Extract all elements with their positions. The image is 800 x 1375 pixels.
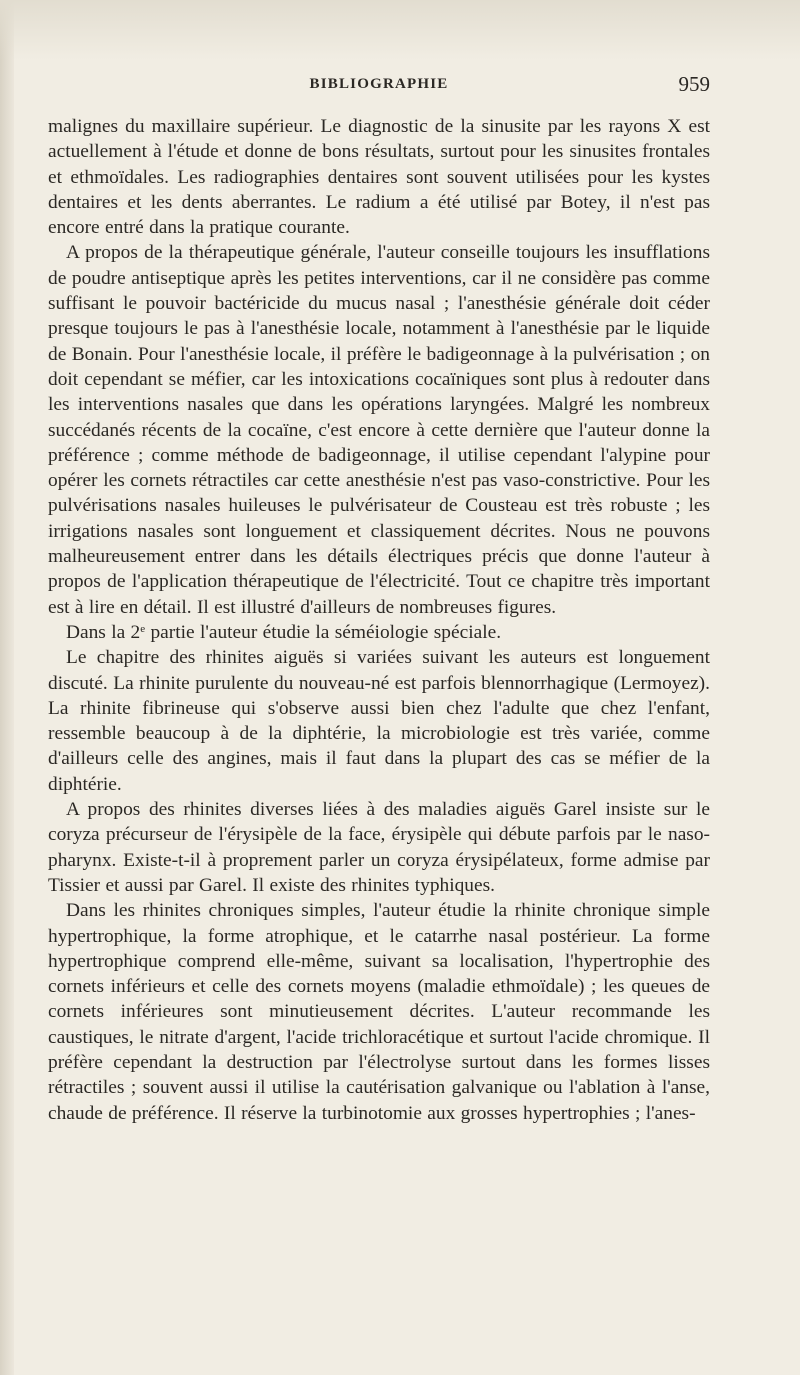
page-number: 959 <box>678 72 710 96</box>
paragraph-6: Dans les rhinites chroniques simples, l'auteur étudie la rhinite chronique simple hypertrophique, la forme atrophique, et le catarrhe nasal postérieur. La forme hypertrophique comprend elle-même, suivant sa localisation, l'hypertrophie des cornets inférieurs et celle des cornets moyens (maladie ethmoïdale) ; les queues de cornets inférieures sont minutieusement décrites. L'auteur recommande les caustiques, le nitrate d'argent, l'acide trichloracétique et surtout l'acide chromique. Il préfère cependant la destruction par l'électrolyse surtout dans les formes lisses rétractiles ; souvent aussi il utilise la cautérisation galvanique ou l'ablation à l'anse, chaude de préférence. Il réserve la turbinotomie aux grosses hypertrophies ; l'anes- <box>48 900 710 1124</box>
paragraph-4: Le chapitre des rhinites aiguës si variées suivant les auteurs est longuement discuté. La rhinite purulente du nouveau-né est parfois blennorrhagique (Lermoyez). La rhinite fibrineuse qui s'observe aussi bien chez l'adulte que chez l'enfant, ressemble beaucoup à de la diphtérie, la microbiologie est très variée, comme d'ailleurs celle des angines, mais il faut dans la plupart des cas se méfier de la diphtérie. <box>48 647 710 795</box>
page-edge-shading <box>0 0 14 1375</box>
superscript-e: e <box>140 622 146 635</box>
paragraph-3-end: partie l'auteur étudie la séméiologie spéciale. <box>145 621 502 643</box>
paragraph-1: malignes du maxillaire supérieur. Le diagnostic de la sinusite par les rayons X est actuellement à l'étude et donne de bons résultats, surtout pour les sinusites frontales et ethmoïdales. Les radiographies dentaires sont souvent utilisées pour les kystes dentaires et les dents aberrantes. Le radium a été utilisé par Botey, il n'est pas encore entré dans la pratique courante. <box>48 116 710 239</box>
page-top-shading <box>0 0 800 60</box>
body-text <box>48 114 710 1126</box>
paragraph-3 <box>48 620 710 645</box>
paragraph-2: A propos de la thérapeutique générale, l'auteur conseille toujours les insufflations de poudre antiseptique après les petites interventions, car il ne considère pas comme suffisant le pouvoir bactéricide du mucus nasal ; l'anesthésie générale doit céder presque toujours le pas à l'anesthésie locale, notamment à l'anesthésie par le liquide de Bonain. Pour l'anesthésie locale, il préfère le badigeonnage à la pulvérisation ; on doit cependant se méfier, car les intoxications cocaïniques sont plus à redouter dans les interventions nasales que dans les opérations laryngées. Malgré les nombreux succédanés récents de la cocaïne, c'est encore à cette dernière que l'auteur donne la préférence ; comme méthode de badigeonnage, il utilise cependant l'alypine pour opérer les cornets rétractiles car cette anesthésie n'est pas vaso-constrictive. Pour les pulvérisations nasales huileuses le pulvérisateur de Cousteau est très robuste ; les irrigations nasales sont longuement et classiquement décrites. Nous ne pouvons malheureusement entrer dans les détails électriques précis que donne l'auteur à propos de l'application thérapeutique de l'électricité. Tout ce chapitre très important est à lire en détail. Il est illustré d'ailleurs de nombreuses figures. <box>48 242 710 618</box>
page-header <box>48 74 710 98</box>
paragraph-5: A propos des rhinites diverses liées à des maladies aiguës Garel insiste sur le coryza précurseur de l'érysipèle de la face, érysipèle qui débute parfois par le naso-pharynx. Existe-t-il à proprement parler un coryza érysipélateux, forme admise par Tissier et aussi par Garel. Il existe des rhinites typhiques. <box>48 799 710 896</box>
running-head: BIBLIOGRAPHIE <box>309 76 449 92</box>
paragraph-3-start: Dans la 2 <box>66 621 141 643</box>
